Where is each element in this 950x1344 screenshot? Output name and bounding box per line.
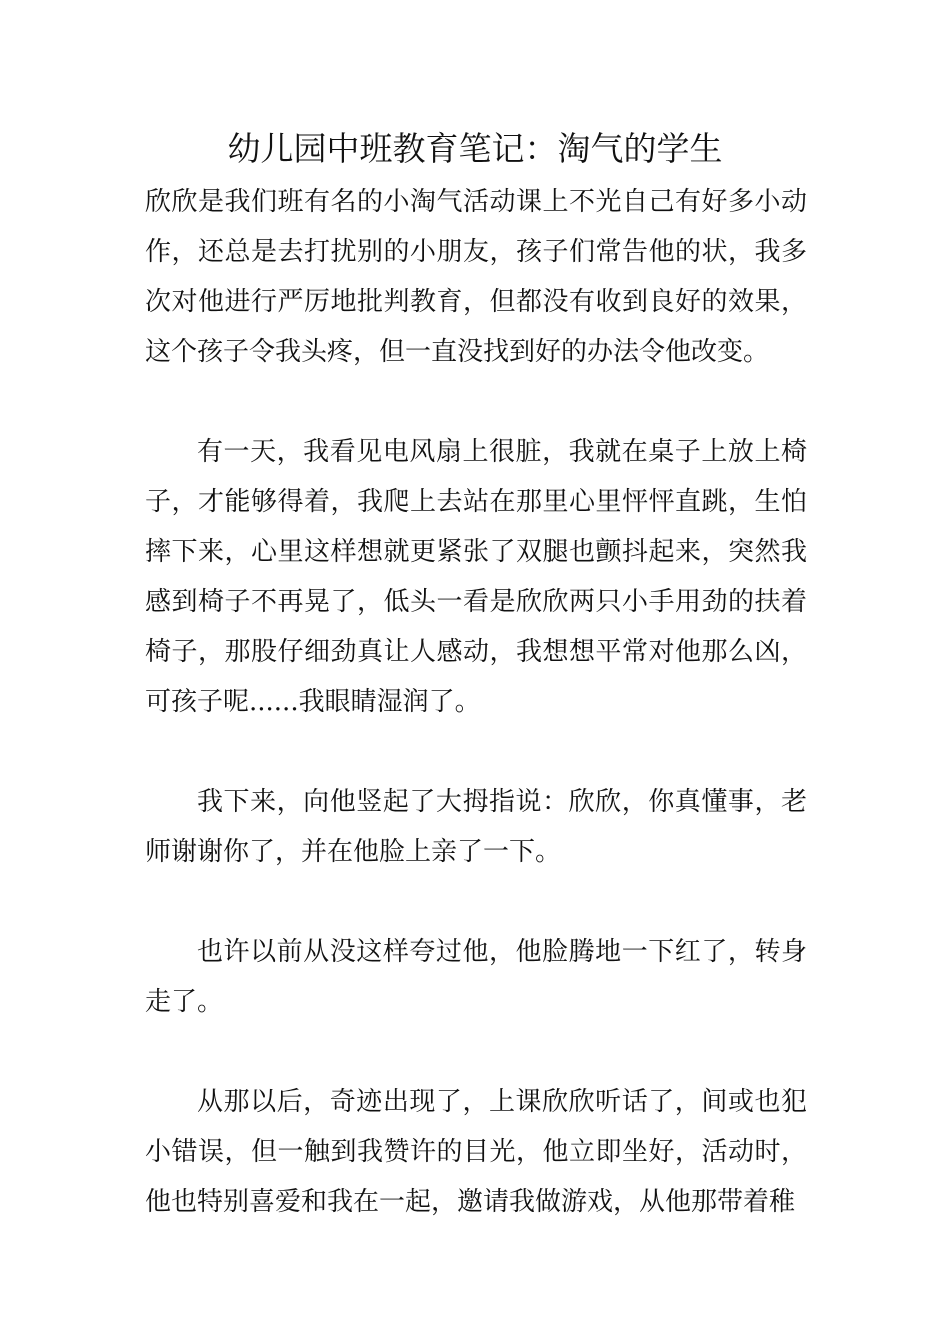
paragraph-5: 从那以后，奇迹出现了，上课欣欣听话了，间或也犯小错误，但一触到我赞许的目光，他立即坐好，活动时，他也特别喜爱和我在一起，邀请我做游戏，从他那带着稚 xyxy=(145,1087,807,1217)
paragraph-spacer xyxy=(145,727,807,777)
paragraph-spacer xyxy=(145,877,807,927)
paragraph-spacer xyxy=(145,377,807,427)
paragraph-4: 也许以前从没这样夸过他，他脸腾地一下红了，转身走了。 xyxy=(145,937,807,1017)
paragraph-spacer xyxy=(145,1027,807,1077)
document-body xyxy=(145,177,807,1227)
paragraph-1: 欣欣是我们班有名的小淘气活动课上不光自己有好多小动作，还总是去打扰别的小朋友，孩子们常告他的状，我多次对他进行严厉地批判教育，但都没有收到良好的效果，这个孩子令我头疼，但一直没找到好的办法令他改变。 xyxy=(145,187,807,367)
paragraph-2: 有一天，我看见电风扇上很脏，我就在桌子上放上椅子，才能够得着，我爬上去站在那里心里怦怦直跳，生怕摔下来，心里这样想就更紧张了双腿也颤抖起来，突然我感到椅子不再晃了，低头一看是欣欣两只小手用劲的扶着椅子，那股仔细劲真让人感动，我想想平常对他那么凶，可孩子呢......我眼睛湿润了。 xyxy=(145,437,807,717)
paragraph-3: 我下来，向他竖起了大拇指说：欣欣，你真懂事，老师谢谢你了，并在他脸上亲了一下。 xyxy=(145,787,807,867)
page-title: 幼儿园中班教育笔记：淘气的学生 xyxy=(227,129,723,168)
